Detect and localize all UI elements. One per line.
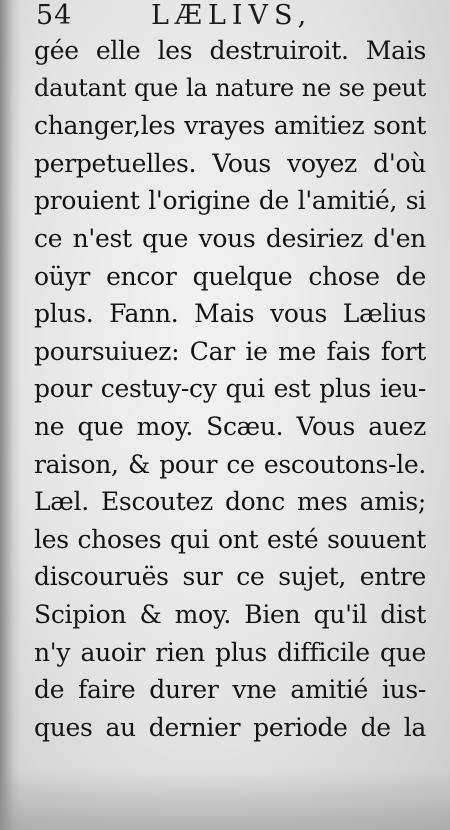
text-line: ne que moy. Scæu. Vous auez <box>34 411 426 441</box>
running-header <box>26 0 426 34</box>
text-line: les choses qui ont esté souuent <box>34 524 426 554</box>
gutter-shadow <box>0 0 22 830</box>
text-line: Læl. Escoutez donc mes amis; <box>34 487 426 517</box>
text-line: discouruës sur ce sujet, entre <box>34 562 426 592</box>
text-line: oüyr encor quelque chose de <box>34 261 426 291</box>
text-line: perpetuelles. Vous voyez d'où <box>34 148 426 178</box>
text-line: n'y auoir rien plus difficile que <box>34 637 426 667</box>
text-line: changer,les vrayes amitiez sont <box>34 111 426 141</box>
text-line: pour cestuy-cy qui est plus ieu- <box>34 374 426 404</box>
text-line: plus. Fann. Mais vous Lælius <box>34 299 426 329</box>
text-line: prouient l'origine de l'amitié, si <box>34 186 426 216</box>
page-bottom-shadow <box>0 770 450 830</box>
text-line: ques au dernier periode de la <box>34 712 426 742</box>
text-line: de faire durer vne amitié ius- <box>34 675 426 705</box>
text-line: Scipion & moy. Bien qu'il dist <box>34 599 426 629</box>
text-line: raison, & pour ce escoutons-le. <box>34 449 426 479</box>
page-number: 54 <box>36 0 73 31</box>
running-title: LÆLIVS, <box>151 0 313 31</box>
text-line: ce n'est que vous desiriez d'en <box>34 223 426 253</box>
text-line: gée elle les destruiroit. Mais <box>34 36 426 65</box>
body-text <box>34 32 426 746</box>
text-line: dautant que la nature ne se peut <box>34 73 426 102</box>
text-line: poursuiuez: Car ie me fais fort <box>34 336 426 366</box>
